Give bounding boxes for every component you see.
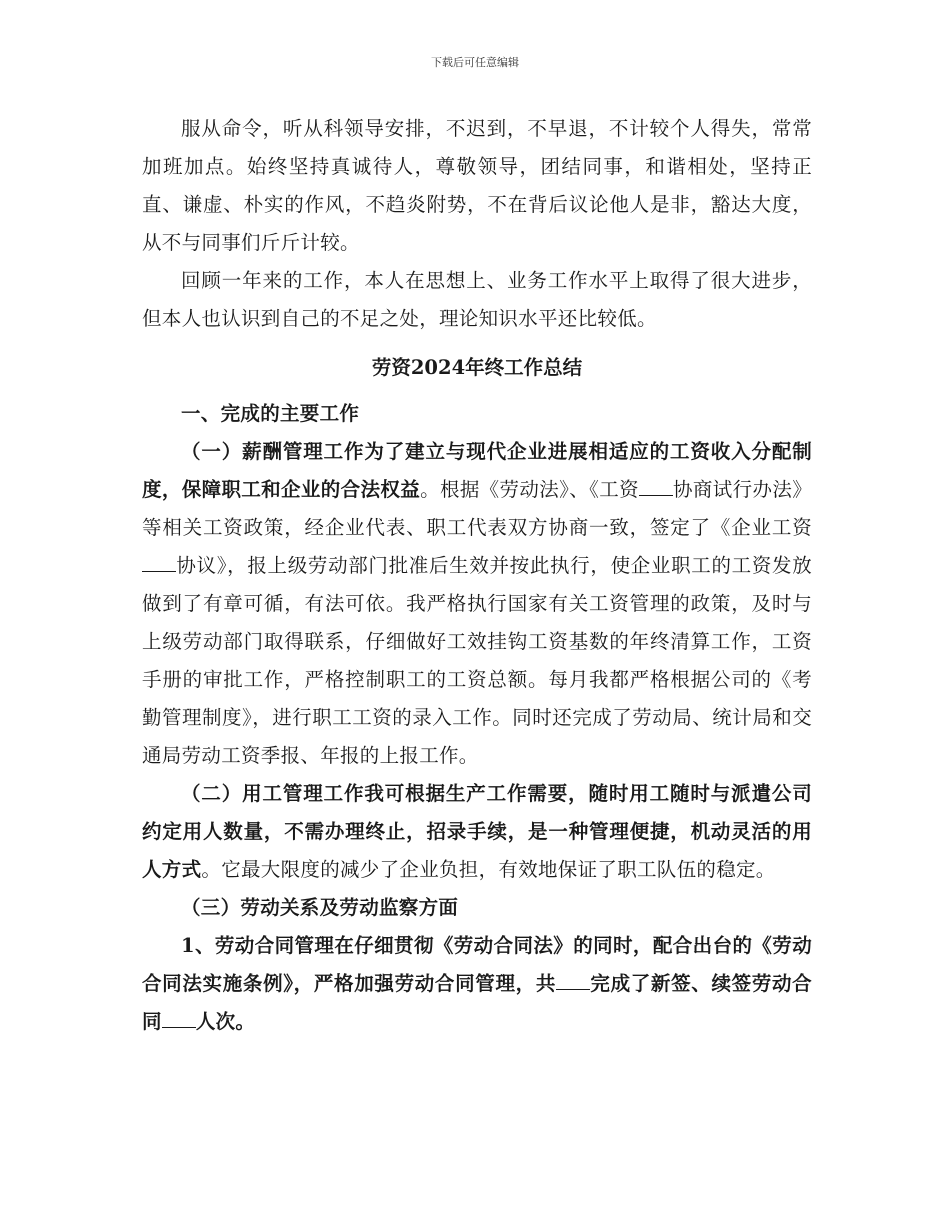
section-heading: 一、完成的主要工作 — [181, 402, 360, 425]
document-body — [142, 110, 812, 1041]
text-run: 1、劳动合同管理在仔细贯彻《劳动合同法》的同时，配合出台的《劳动合同法实施条例》，严格加强劳动合同管理，共 — [142, 934, 812, 995]
text-run: 协议》，报上级劳动部门批准后生效并按此执行，使企业职工的工资发放做到了有章可循，有法可依。我严格执行国家有关工资管理的政策，及时与上级劳动部门取得联系，仔细做好工效挂钩工资基数的年终清算工作，工资手册的审批工作，严格控制职工的工资总额。每月我都严格根据公司的《考勤管理制度》，进行职工工资的录入工作。同时还完成了劳动局、统计局和交通局劳动工资季报、年报的上报工作。 — [142, 554, 812, 767]
fill-blank — [556, 969, 590, 990]
paragraph-employment-management — [142, 775, 812, 889]
text-run: 完成了新签、续签劳动合同 — [142, 972, 812, 1033]
fill-blank — [162, 1007, 196, 1028]
paragraph: 回顾一年来的工作，本人在思想上、业务工作水平上取得了很大进步，但本人也认识到自己的不足之处，理论知识水平还比较低。 — [142, 269, 812, 330]
paragraph-salary-management — [142, 433, 812, 775]
fill-blank — [639, 475, 673, 496]
document-title: 劳资2024年终工作总结 — [371, 356, 583, 379]
item-heading-bold: （一）薪酬管理工作为了建立与现代企业进展相适应的工资收入分配制度，保障职工和企业的合法权益 — [142, 440, 812, 501]
subsection-heading: （三）劳动关系及劳动监察方面 — [181, 896, 459, 919]
text-run: 人次。 — [195, 1010, 256, 1033]
fill-blank — [142, 551, 176, 572]
text-run: 。它最大限度的减少了企业负担，有效地保证了职工队伍的稳定。 — [201, 858, 776, 881]
text-run: 协商试行办法》等相关工资政策，经企业代表、职工代表双方协商一致，签定了《企业工资 — [142, 478, 812, 539]
header-note: 下载后可任意编辑 — [431, 56, 519, 69]
item-heading-bold: （二）用工管理工作我可根据生产工作需要，随时用工随时与派遣公司约定用人数量，不需办理终止，招录手续，是一种管理便捷，机动灵活的用人方式 — [142, 782, 812, 881]
paragraph-labor-contract — [142, 927, 812, 1041]
paragraph: 服从命令，听从科领导安排，不迟到，不早退，不计较个人得失，常常加班加点。始终坚持真诚待人，尊敬领导，团结同事，和谐相处，坚持正直、谦虚、朴实的作风，不趋炎附势，不在背后议论他人是非，豁达大度，从不与同事们斤斤计较。 — [142, 117, 812, 254]
text-run: 。根据《劳动法》、《工资 — [420, 478, 639, 501]
